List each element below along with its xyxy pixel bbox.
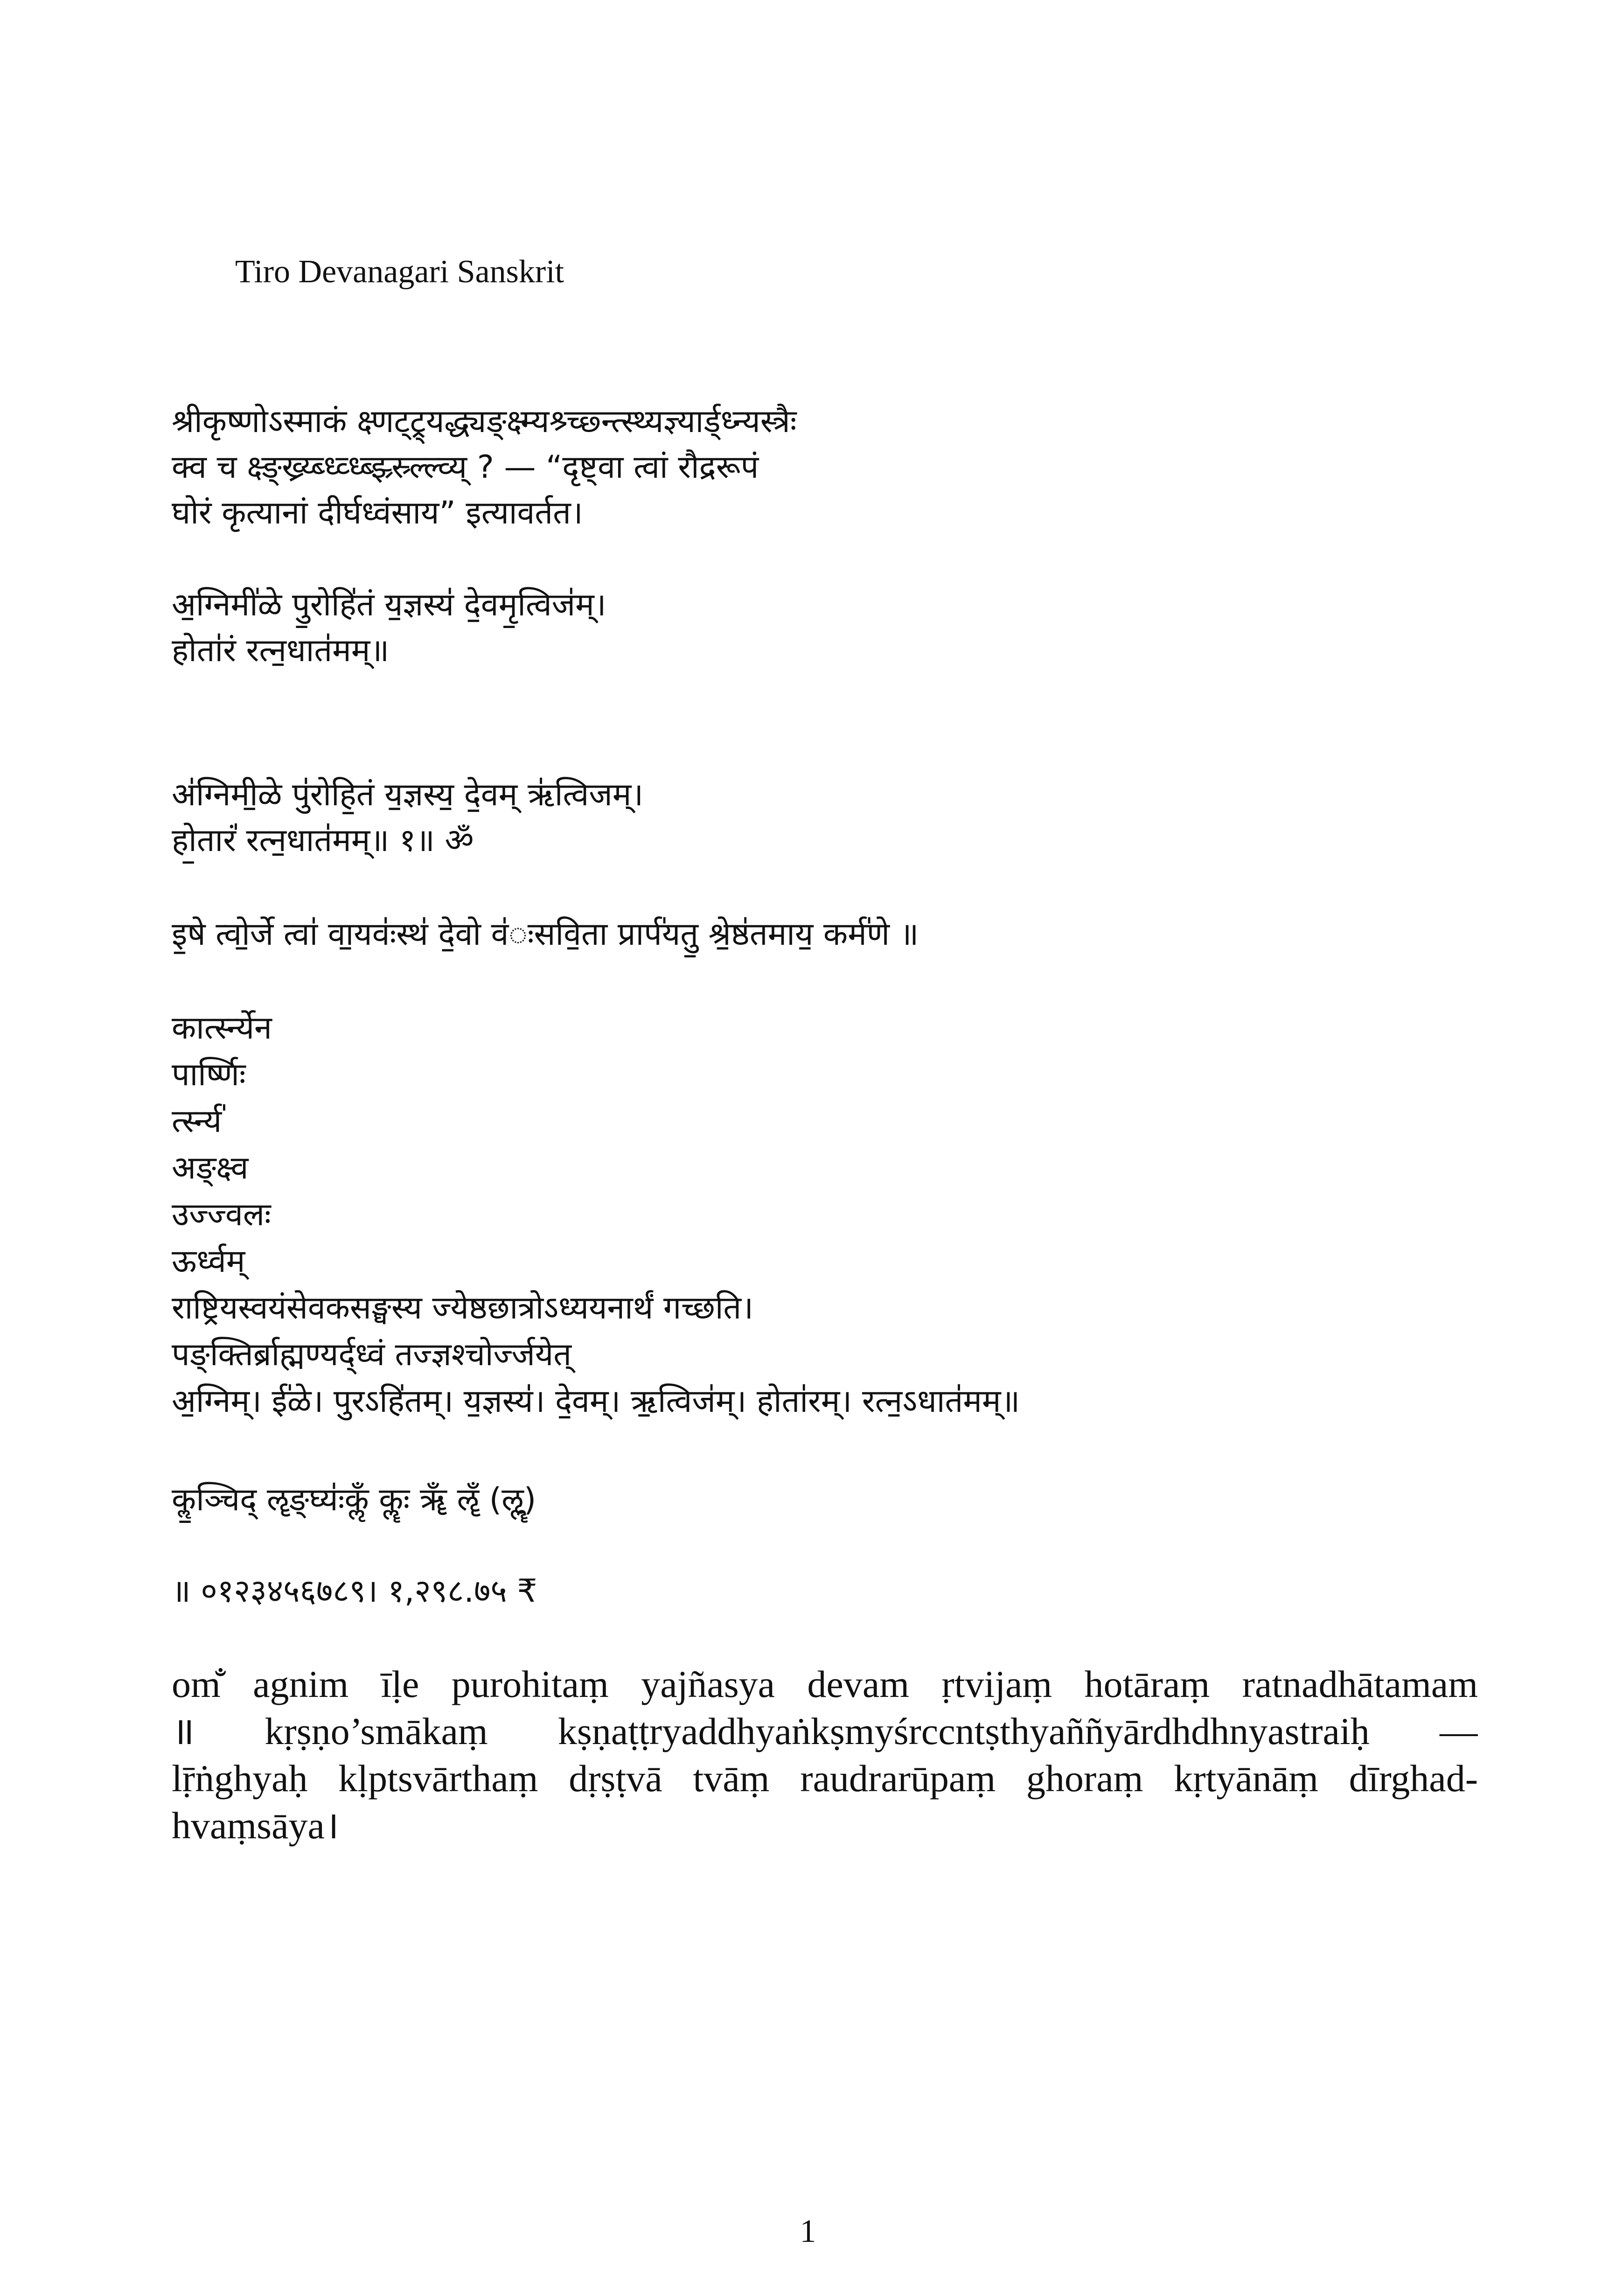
vedic-verse [172, 772, 1478, 864]
numerals-line [172, 1569, 1478, 1614]
transliteration-line: hvaṃsāya। [172, 1804, 339, 1847]
devanagari-line: इ॒षे त्वो॒र्जे त्वा॑ वा॒यवः॑स्थ॑ दे॒वो व॑ःसवि॒ता प्रार्प॑यतु॒ श्रे॒ष्ठ॑तमाय॒ कर्म॑णे ॥ [172, 916, 919, 953]
transliteration-line: ॥ kṛṣṇo’smākaṃ kṣṇaṭṭryaddhyaṅkṣmyśrccntṣthyaññyārdhdhnyastraiḥ — [172, 1710, 1478, 1752]
devanagari-line: होता॑रं रत्न॒धात॑मम्॥ [172, 632, 390, 669]
word-list-item: राष्ट्रियस्वयंसेवकसङ्घस्य ज्येष्ठछात्रोऽध्ययनार्थं गच्छति। [172, 1290, 753, 1326]
word-list-item: ऊर्ध्वम् [172, 1243, 245, 1280]
word-list-item: अङ्क्ष्व [172, 1150, 249, 1186]
devanagari-line: कॢ॒ञ्चिद् ॡङ्घ्यः॑कॢँ कॣः ॠँ ॡँ (ऌॣ) [172, 1481, 536, 1518]
vedic-verse [172, 582, 1478, 674]
word-list [172, 1005, 1478, 1425]
page-number: 1 [800, 2213, 816, 2249]
vocalic-l-line [172, 1477, 1478, 1523]
devanagari-line: श्रीकृष्णोऽस्माकं क्ष्णट्ट्र्यद्ध्यङ्क्ष्म्यश्र्च्छ्न्त्स्थ्यज्ञ्यार्ड्ध्न्यस्त्रैः [172, 403, 797, 440]
vedic-verse [172, 912, 1478, 957]
word-list-item: कार्त्स्न्येन [172, 1010, 272, 1047]
word-list-item: पङ्क्तिर्ब्राह्मण्यर्द्ध्वं तज्ज्ञश्चोर्ज्जयेत् [172, 1336, 571, 1373]
word-list-item: अ॒ग्निम्। ई॑ळे। पुरऽहि॑तम्। य॒ज्ञस्य॑। दे॒वम्। ऋ॒त्विज॑म्। होता॑रम्। रत्न॒ऽधात॑मम्॥ [172, 1383, 1020, 1420]
devanagari-line: अ॑ग्निमी॒ळे पु॑रोहि॒तं य॒ज्ञस्य॒ दे॒वम् ऋ॑त्विजम्। [172, 776, 644, 813]
devanagari-numerals: ॥ ०१२३४५६७८९। १,२९८.७५ ₹ [172, 1573, 537, 1610]
word-list-item: उज्ज्वलः [172, 1196, 271, 1233]
transliteration-line: lṝṅghyaḥ kḷptsvārthaṃ dṛṣṭvā tvāṃ raudrarūpaṃ ghoraṃ kṛtyānāṃ dīrghad- [172, 1757, 1478, 1800]
devanagari-line: अ॒ग्निमी॑ळे पु॒रोहि॑तं य॒ज्ञस्य॑ दे॒वमृ॒त्विज॑म्। [172, 586, 606, 623]
transliteration-paragraph [172, 1661, 1478, 1849]
transliteration-line: om̐ agnim īḷe purohitaṃ yajñasya devam ṛtvijaṃ hotāraṃ ratnadhātamam [172, 1663, 1478, 1705]
devanagari-paragraph [172, 399, 1478, 536]
devanagari-line: घोरं कृत्यानां दीर्घध्वंसाय” इत्यावर्तत। [172, 495, 583, 531]
devanagari-line: क्व च क्ष्ङ्ख्र्य्ब्ध्व्ध्ब्झ्र्स्र्ल्ल्व्य् ? — “दृष्ट्वा त्वां रौद्ररूपं [172, 449, 759, 486]
word-list-item: पार्ष्णिः [172, 1056, 246, 1093]
word-list-item: र्त्स्न्य॑ [172, 1103, 222, 1140]
devanagari-line: हो॒तारं॑ रत्न॒धात॑मम्॥ १॥ ॐ [172, 822, 474, 859]
page-header: Tiro Devanagari Sanskrit [235, 254, 564, 290]
